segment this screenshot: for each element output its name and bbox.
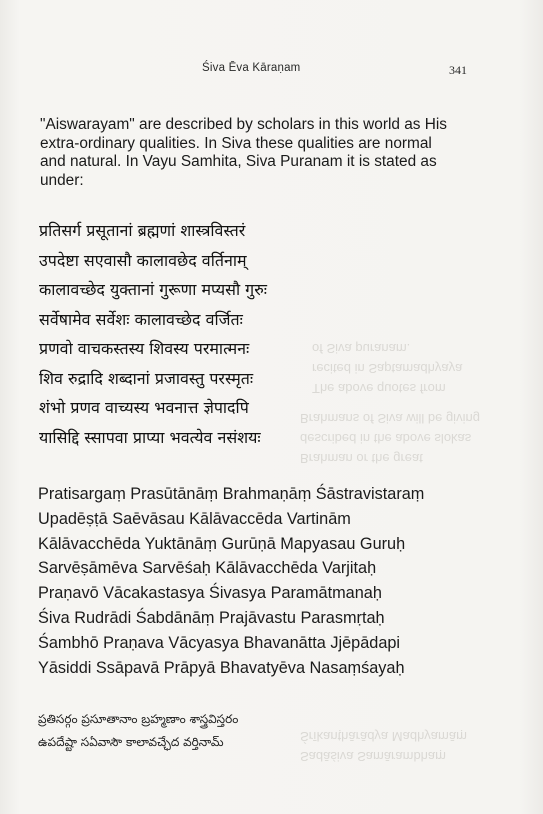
verse-line: शंभो प्रणव वाच्यस्य भवनात्त ज्ञेपादपि [39, 398, 249, 417]
show-through-line: recited in Saptamadhyaya [312, 361, 463, 376]
verse-line: शिव रुद्रादि शब्दानां प्रजावस्तु परस्मृतः [39, 368, 254, 388]
verse-line: ప్రతిసర్గం ప్రసూతానాం బ్రహ్మణాం శాస్త్రవిస్తరం [38, 712, 239, 726]
verse-line: Pratisargaṃ Prasūtānāṃ Brahmaṇāṃ Śāstravistaraṃ [38, 485, 425, 503]
page-header [0, 62, 543, 80]
show-through-text [312, 338, 462, 398]
show-through-line: of Siva puranam. [312, 341, 411, 356]
intro-line: "Aiswarayam" are described by scholars in this world as His [40, 116, 447, 133]
verse-line: प्रतिसर्ग प्रसूतानां ब्रह्मणां शास्त्रविस्तरं [39, 221, 246, 240]
show-through-text [300, 408, 480, 468]
running-title: Śiva Ēva Kāraṇam [202, 62, 301, 74]
verse-line: Kālāvacchēda Yuktānāṃ Gurūṇā Mapyasau Guruḥ [38, 534, 406, 553]
page-number: 341 [449, 63, 467, 77]
verse-line: कालावच्छेद युक्तानां गुरूणा मप्यसौ गुरुः [39, 280, 267, 299]
verse-line: Sarvēṣāmēva Sarvēśaḥ Kālāvacchēda Varjitaḥ [38, 559, 377, 578]
verse-line: Praṇavō Vācakastasya Śivasya Paramātmanaḥ [38, 584, 382, 603]
telugu-verse [38, 708, 238, 754]
show-through-line: Sadāśiva Samārambhaṃ [300, 749, 446, 764]
verse-line: यासिद्दि स्सापवा प्राप्या भवत्येव नसंशयः [39, 427, 261, 447]
intro-paragraph [40, 116, 510, 190]
show-through-line: The above quotes from [312, 381, 446, 396]
show-through-line: Brahmans of Siva will be giving [300, 411, 480, 426]
verse-line: Śiva Rudrādi Śabdānāṃ Prajāvastu Parasmṛtaḥ [38, 608, 385, 627]
intro-line: extra-ordinary qualities. In Siva these qualities are normal [40, 134, 432, 152]
verse-line: Upadēṣṭā Saēvāsau Kālāvaccēda Vartinām [38, 509, 351, 528]
verse-line: Śambhō Praṇava Vācyasya Bhavanātta Jjēpādapi [38, 633, 401, 652]
sanskrit-verse [39, 216, 267, 452]
verse-line: प्रणवो वाचकस्तस्य शिवस्य परमात्मनः [39, 339, 250, 358]
intro-line: under: [40, 171, 84, 189]
verse-line: उपदेष्टा सएवासौ कालावछेद वर्तिनाम् [39, 250, 247, 270]
verse-line: ఉపదేష్టా సఏవాసౌ కాలావచ్ఛేద వర్తినామ్ [38, 735, 224, 749]
show-through-line: Brahman or the great [300, 451, 423, 466]
verse-line: Yāsiddi Ssāpavā Prāpyā Bhavatyēva Nasaṃśayaḥ [38, 658, 405, 677]
show-through-line: Śrīkanṭhārādya Madhyamāṃ [300, 729, 467, 744]
intro-line: and natural. In Vayu Samhita, Siva Puranam it is stated as [40, 153, 437, 170]
verse-line: सर्वेषामेव सर्वेशः कालावच्छेद वर्जितः [39, 309, 243, 329]
transliterated-verse [38, 482, 424, 680]
show-through-text [300, 726, 467, 766]
show-through-line: described in the above slokas [300, 431, 472, 446]
